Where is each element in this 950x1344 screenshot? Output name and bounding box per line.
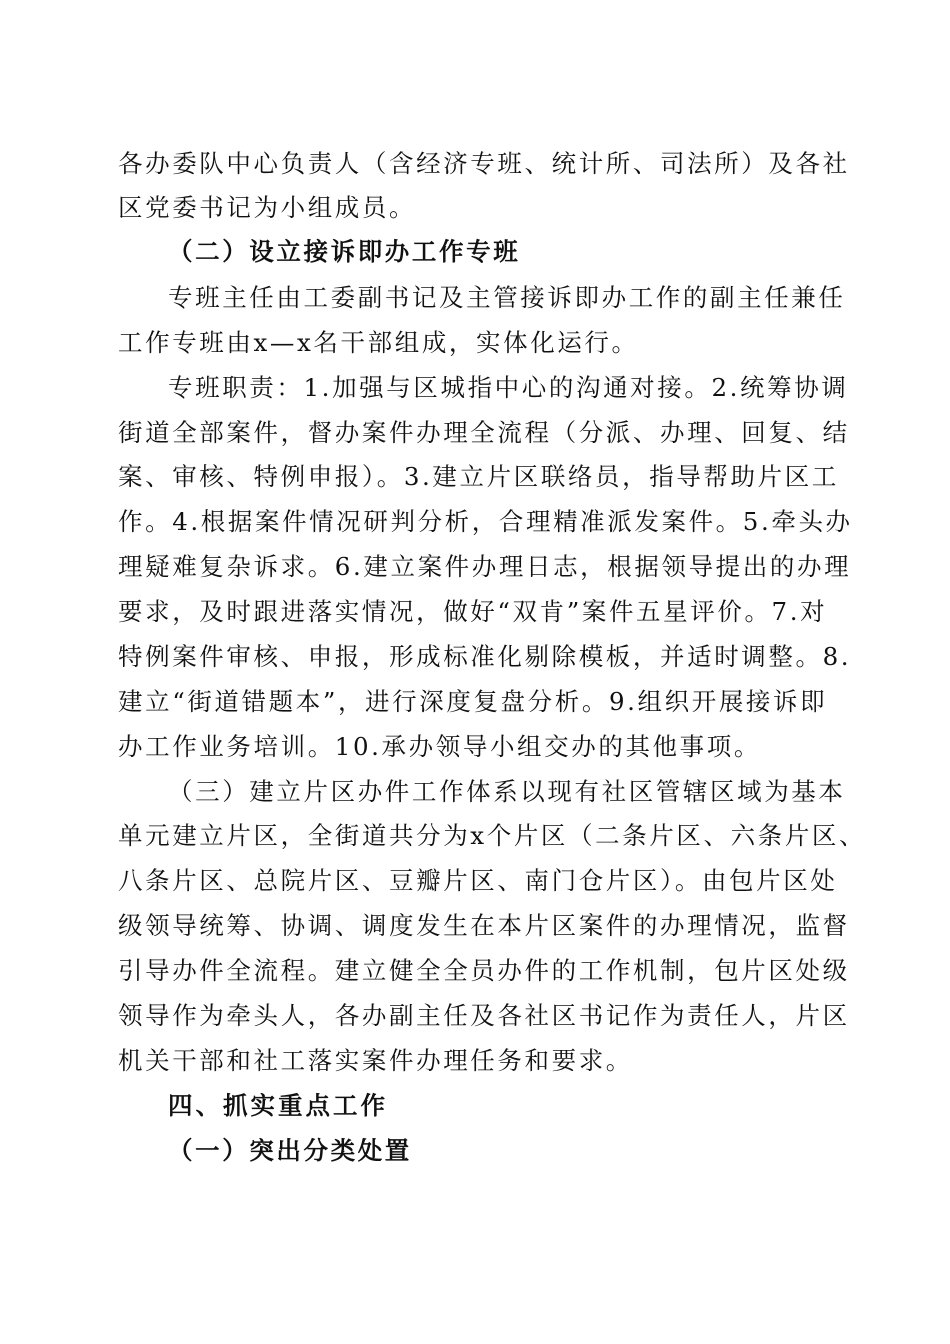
text-line-2: 区党委书记为小组成员。 — [118, 193, 417, 222]
section-heading-3: （三）建立片区办件工作体系以现有社区管辖区域为基本 — [168, 777, 846, 806]
text-line-5: 工作专班由x—x名干部组成，实体化运行。 — [118, 328, 639, 357]
text-line-17: 八条片区、总院片区、豆瓣片区、南门仓片区）。由包片区处 — [118, 866, 838, 895]
section-heading-2: （二）设立接诉即办工作专班 — [168, 237, 521, 266]
text-line-12: 特例案件审核、申报，形成标准化剔除模板，并适时调整。8. — [118, 642, 852, 671]
text-line-14: 办工作业务培训。10.承办领导小组交办的其他事项。 — [118, 732, 761, 761]
text-line-13: 建立“街道错题本”，进行深度复盘分析。9.组织开展接诉即 — [118, 687, 828, 716]
text-line-11: 要求，及时跟进落实情况，做好“双肯”案件五星评价。7.对 — [118, 597, 828, 626]
text-line-10: 理疑难复杂诉求。6.建立案件办理日志，根据领导提出的办理 — [118, 552, 852, 581]
text-line-16: 单元建立片区，全街道共分为x个片区（二条片区、六条片区、 — [118, 821, 867, 850]
text-line-9: 作。4.根据案件情况研判分析，合理精准派发案件。5.牵头办 — [118, 507, 853, 536]
chapter-heading-4: 四、抓实重点工作 — [168, 1091, 388, 1120]
text-line-7: 街道全部案件，督办案件办理全流程（分派、办理、回复、结 — [118, 418, 850, 447]
text-line-1: 各办委队中心负责人（含经济专班、统计所、司法所）及各社 — [118, 149, 850, 178]
text-line-18: 级领导统筹、协调、调度发生在本片区案件的办理情况，监督 — [118, 911, 850, 940]
text-line-6: 专班职责：1.加强与区城指中心的沟通对接。2.统筹协调 — [168, 373, 849, 402]
text-line-19: 引导办件全流程。建立健全全员办件的工作机制，包片区处级 — [118, 956, 850, 985]
text-line-8: 案、审核、特例申报）。3.建立片区联络员，指导帮助片区工 — [118, 462, 839, 491]
text-line-20: 领导作为牵头人，各办副主任及各社区书记作为责任人，片区 — [118, 1001, 850, 1030]
text-line-21: 机关干部和社工落实案件办理任务和要求。 — [118, 1046, 633, 1075]
text-line-4: 专班主任由工委副书记及主管接诉即办工作的副主任兼任 — [168, 283, 846, 312]
section-heading-4-1: （一）突出分类处置 — [168, 1136, 412, 1165]
